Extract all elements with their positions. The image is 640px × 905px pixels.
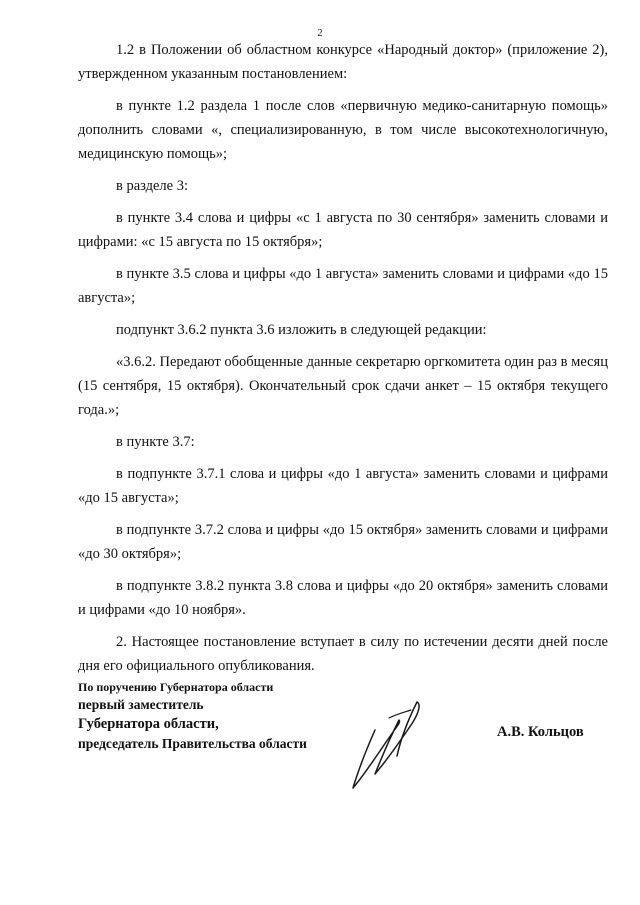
signatory-line-2: первый заместитель	[78, 697, 204, 712]
paragraph-clause-3-7: в пункте 3.7:	[116, 434, 195, 450]
signatory-title	[78, 678, 307, 753]
paragraph-1-2: 1.2 в Положении об областном конкурсе «Народный доктор» (приложение 2), утвержденном указанным постановлением:	[78, 42, 608, 82]
paragraph-subclause-3-7-1: в подпункте 3.7.1 слова и цифры «до 1 августа» заменить словами и цифрами «до 15 августа»;	[78, 466, 608, 506]
signatory-line-3: Губернатора области,	[78, 716, 219, 732]
page-number: 2	[317, 28, 323, 39]
signatory-line-1: По поручению Губернатора области	[78, 680, 274, 694]
paragraph-subclause-3-8-2: в подпункте 3.8.2 пункта 3.8 слова и цифры «до 20 октября» заменить словами и цифрами «до 10 ноября».	[78, 578, 608, 618]
document-body	[78, 38, 608, 678]
paragraph-subclause-3-6-2: подпункт 3.6.2 пункта 3.6 изложить в следующей редакции:	[116, 322, 487, 338]
paragraph-subclause-3-7-2: в подпункте 3.7.2 слова и цифры «до 15 октября» заменить словами и цифрами «до 30 октября»;	[78, 522, 608, 562]
signatory-line-4: председатель Правительства области	[78, 736, 307, 751]
paragraph-clause-3-4: в пункте 3.4 слова и цифры «с 1 августа по 30 сентября» заменить словами и цифрами: «с 15 августа по 15 октября»;	[78, 210, 608, 250]
handwritten-signature	[345, 688, 455, 798]
paragraph-clause-3-5: в пункте 3.5 слова и цифры «до 1 августа» заменить словами и цифрами «до 15 августа»;	[78, 266, 608, 306]
paragraph-clause-1-2: в пункте 1.2 раздела 1 после слов «первичную медико-санитарную помощь» дополнить словами «, специализированную, в том числе высокотехнологичную, медицинскую помощь»;	[78, 98, 608, 162]
signatory-name: А.В. Кольцов	[497, 724, 584, 740]
paragraph-section-3: в разделе 3:	[116, 178, 189, 194]
paragraph-effective-date: 2. Настоящее постановление вступает в силу по истечении десяти дней после дня его официального опубликования.	[78, 634, 608, 674]
paragraph-quote-3-6-2: «3.6.2. Передают обобщенные данные секретарю оргкомитета один раз в месяц (15 сентября, 15 октября). Окончательный срок сдачи анкет – 15 октября текущего года.»;	[78, 354, 608, 418]
